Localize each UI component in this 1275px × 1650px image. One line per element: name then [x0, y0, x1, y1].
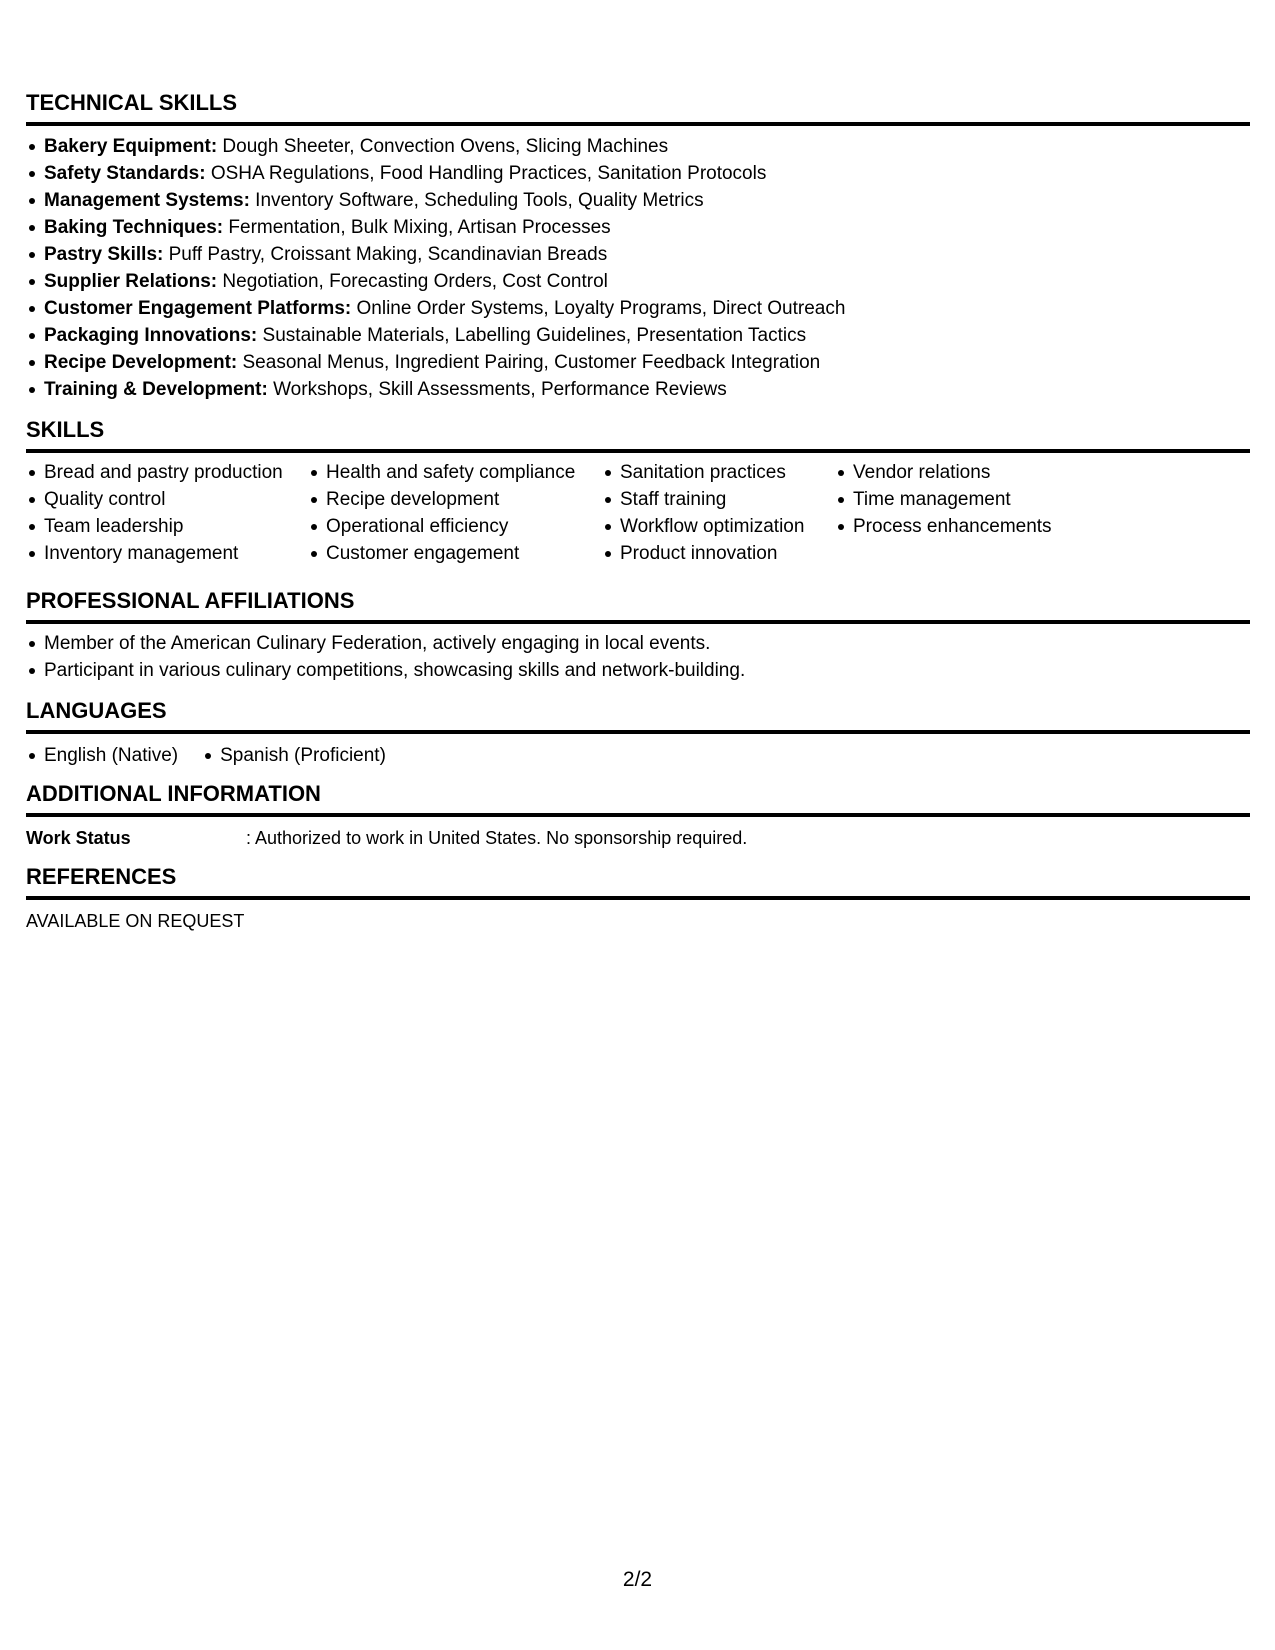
list-item: Team leadership	[26, 513, 308, 540]
skills-column	[26, 459, 308, 567]
list-item: Operational efficiency	[308, 513, 602, 540]
list-item: Vendor relations	[835, 459, 1052, 486]
list-item	[26, 214, 1250, 241]
item-value: Online Order Systems, Loyalty Programs, Direct Outreach	[351, 298, 846, 319]
list-item: Customer engagement	[308, 540, 602, 567]
item-label: Customer Engagement Platforms:	[44, 298, 352, 319]
list-item	[26, 133, 1250, 160]
item-value: Sustainable Materials, Labelling Guidelines, Presentation Tactics	[257, 325, 807, 346]
section-title: SKILLS	[26, 417, 1250, 453]
list-item: Process enhancements	[835, 513, 1052, 540]
section-title: REFERENCES	[26, 864, 1250, 900]
section-title: PROFESSIONAL AFFILIATIONS	[26, 588, 1250, 624]
item-value: Fermentation, Bulk Mixing, Artisan Processes	[223, 217, 611, 238]
item-value: Seasonal Menus, Ingredient Pairing, Customer Feedback Integration	[237, 352, 821, 373]
list-item	[26, 160, 1250, 187]
item-label: Safety Standards:	[44, 163, 206, 184]
list-item: Sanitation practices	[602, 459, 835, 486]
affiliations-section	[26, 588, 1250, 684]
skills-columns	[26, 459, 1250, 567]
item-label: Management Systems:	[44, 190, 250, 211]
list-item: Recipe development	[308, 486, 602, 513]
item-value: Workshops, Skill Assessments, Performance Reviews	[267, 379, 727, 400]
list-item	[26, 349, 1250, 376]
item-label: Supplier Relations:	[44, 271, 218, 292]
list-item: Product innovation	[602, 540, 835, 567]
list-item	[26, 187, 1250, 214]
item-label: Recipe Development:	[44, 352, 238, 373]
skills-column	[308, 459, 602, 567]
technical-skills-section	[26, 90, 1250, 403]
references-section	[26, 864, 1250, 934]
item-value: Puff Pastry, Croissant Making, Scandinavian Breads	[163, 244, 608, 265]
list-item: Workflow optimization	[602, 513, 835, 540]
list-item	[26, 241, 1250, 268]
page-indicator: 2/2	[622, 1568, 653, 1591]
additional-info-section	[26, 781, 1250, 851]
list-item: Member of the American Culinary Federation, actively engaging in local events.	[26, 630, 1250, 657]
list-item: Time management	[835, 486, 1052, 513]
item-value: Negotiation, Forecasting Orders, Cost Control	[217, 271, 608, 292]
list-item: Participant in various culinary competitions, showcasing skills and network-building.	[26, 657, 1250, 684]
work-status-value: : Authorized to work in United States. No sponsorship required.	[246, 828, 748, 848]
section-title: LANGUAGES	[26, 698, 1250, 734]
list-item: English (Native)	[26, 742, 178, 769]
list-item	[26, 268, 1250, 295]
skills-column	[602, 459, 835, 567]
item-label: Pastry Skills:	[44, 244, 164, 265]
references-text: AVAILABLE ON REQUEST	[26, 911, 245, 931]
list-item: Spanish (Proficient)	[202, 742, 386, 769]
affiliations-list	[26, 630, 1250, 684]
list-item	[26, 376, 1250, 403]
list-item: Bread and pastry production	[26, 459, 308, 486]
item-value: OSHA Regulations, Food Handling Practices, Sanitation Protocols	[205, 163, 767, 184]
list-item: Quality control	[26, 486, 308, 513]
work-status-row	[26, 825, 1250, 851]
languages-section	[26, 698, 1250, 769]
skills-column	[835, 459, 1052, 567]
list-item: Inventory management	[26, 540, 308, 567]
list-item	[26, 322, 1250, 349]
item-label: Baking Techniques:	[44, 217, 224, 238]
skills-section	[26, 417, 1250, 567]
section-title: ADDITIONAL INFORMATION	[26, 781, 1250, 817]
item-label: Bakery Equipment:	[44, 136, 218, 157]
technical-skills-list	[26, 133, 1250, 403]
work-status-label: Work Status	[26, 828, 131, 848]
item-label: Packaging Innovations:	[44, 325, 258, 346]
list-item: Staff training	[602, 486, 835, 513]
languages-list	[26, 742, 1250, 769]
section-title: TECHNICAL SKILLS	[26, 90, 1250, 126]
list-item: Health and safety compliance	[308, 459, 602, 486]
item-value: Dough Sheeter, Convection Ovens, Slicing Machines	[217, 136, 669, 157]
item-value: Inventory Software, Scheduling Tools, Quality Metrics	[249, 190, 704, 211]
list-item	[26, 295, 1250, 322]
item-label: Training & Development:	[44, 379, 268, 400]
